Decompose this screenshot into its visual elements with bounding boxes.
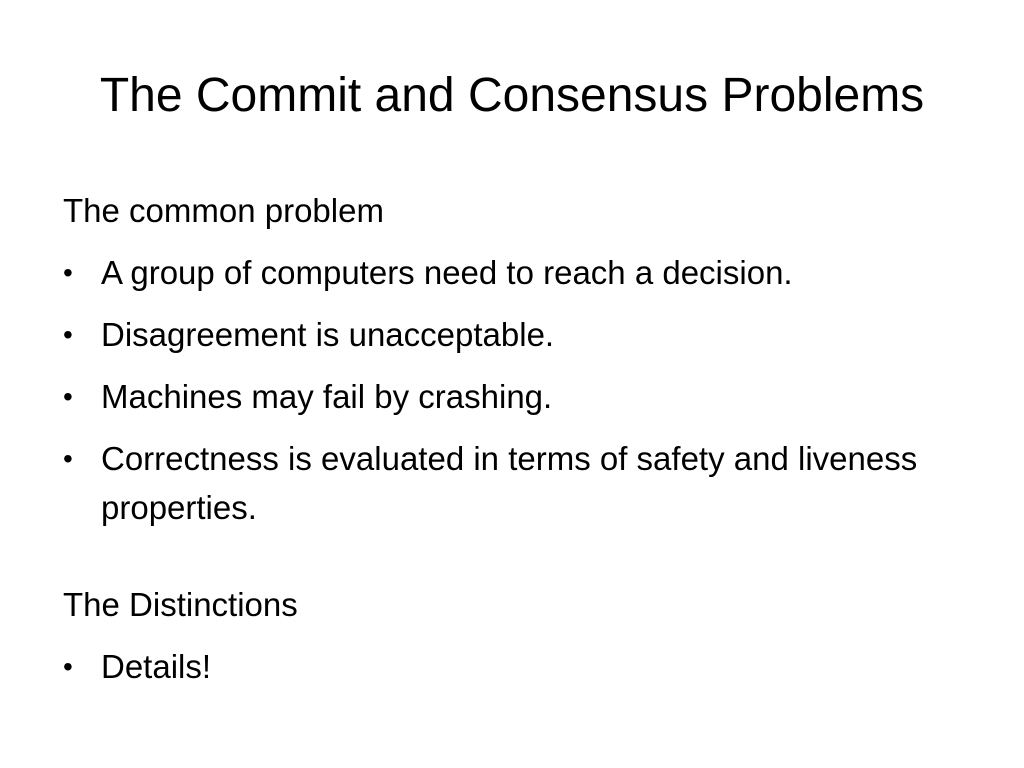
section-heading-common-problem: The common problem	[63, 192, 384, 229]
bullet-item	[63, 434, 943, 532]
section-heading-distinctions: The Distinctions	[63, 586, 298, 623]
bullet-item	[63, 248, 943, 297]
bullet-item	[63, 372, 943, 421]
bullet-text: Machines may fail by crashing.	[101, 378, 553, 415]
bullet-icon: •	[63, 381, 73, 412]
bullet-item	[63, 310, 943, 359]
bullet-icon: •	[63, 443, 73, 474]
common-problem-list	[63, 248, 943, 532]
slide-title: The Commit and Consensus Problems	[99, 69, 925, 122]
bullet-icon: •	[63, 319, 73, 350]
bullet-text: Details!	[101, 648, 212, 685]
slide-body	[63, 186, 943, 704]
bullet-icon: •	[63, 257, 73, 288]
bullet-text: A group of computers need to reach a decision.	[101, 254, 793, 291]
distinctions-list	[63, 642, 943, 691]
bullet-text: Disagreement is unacceptable.	[101, 316, 555, 353]
bullet-item	[63, 642, 943, 691]
bullet-text: Correctness is evaluated in terms of safety and liveness properties.	[101, 440, 918, 526]
bullet-icon: •	[63, 651, 73, 682]
